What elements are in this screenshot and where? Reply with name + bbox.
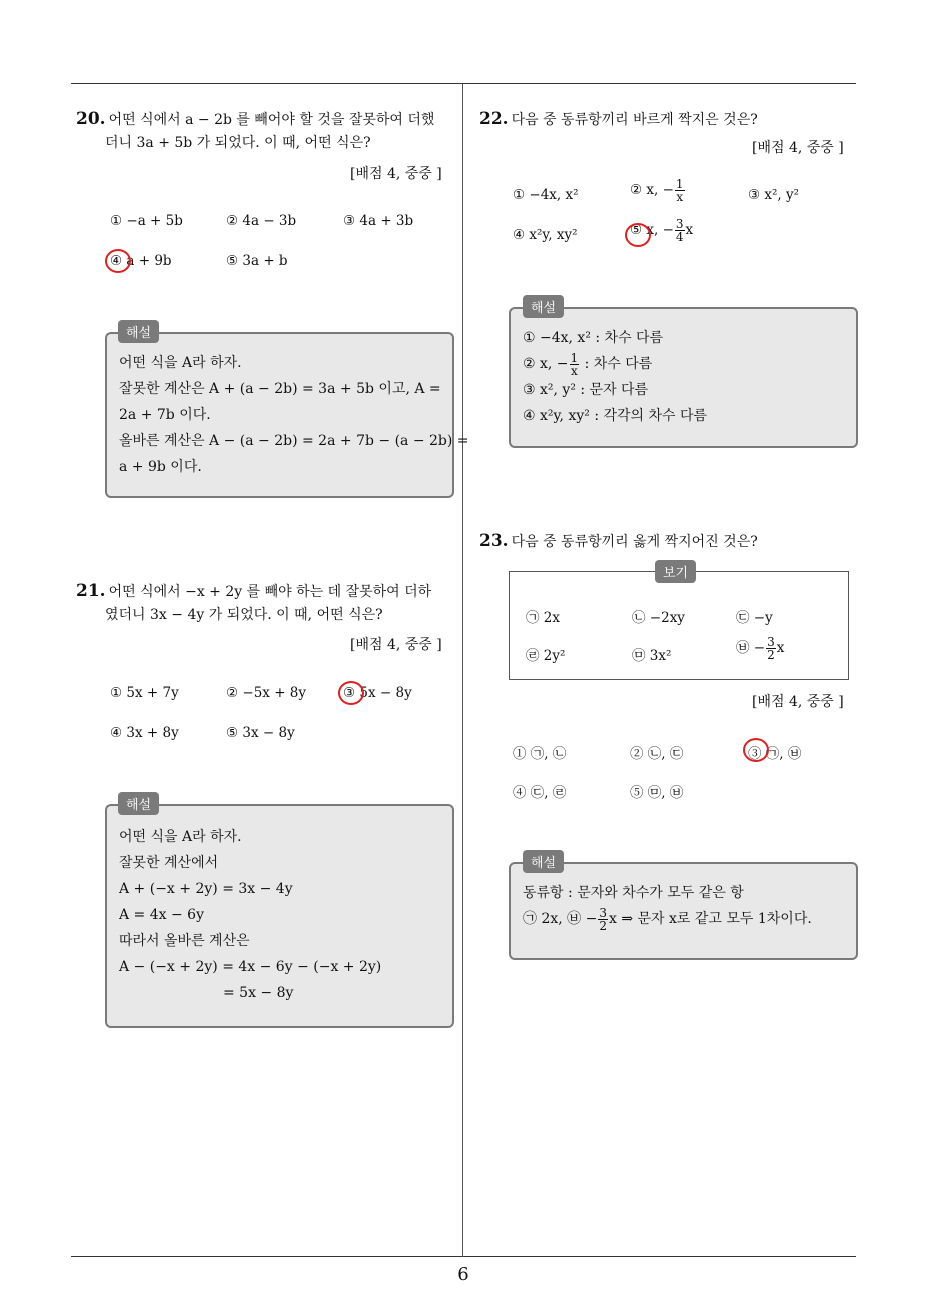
- solution-text: ㉠ 2x, ㉥ −: [523, 911, 598, 927]
- option-2[interactable]: [630, 178, 686, 203]
- option-5[interactable]: ⑤ 3x − 8y: [226, 725, 295, 741]
- fraction-denominator: 4: [675, 230, 684, 244]
- bogi-text: ㉥ −: [736, 640, 766, 656]
- bogi-item: ㉣ 2y²: [526, 648, 566, 664]
- solution-line: A = 4x − 6y: [119, 907, 204, 923]
- option-3[interactable]: ③ ㉠, ㉥: [748, 746, 802, 762]
- option-4[interactable]: ④ ㉢, ㉣: [513, 785, 567, 801]
- solution-line: [523, 906, 812, 932]
- solution-line: 올바른 계산은 A − (a − 2b) = 2a + 7b − (a − 2b) =: [119, 433, 469, 449]
- solution-box: [105, 332, 469, 498]
- fraction: [766, 636, 776, 661]
- option-3[interactable]: ③ 5x − 8y: [343, 685, 412, 701]
- question-number: 23.: [479, 531, 509, 551]
- option-1[interactable]: ① −a + 5b: [110, 213, 183, 229]
- question-23: [479, 530, 859, 554]
- solution-line: ④ x²y, xy² : 각각의 차수 다름: [523, 408, 708, 424]
- solution-line: 잘못한 계산에서: [119, 855, 219, 871]
- option-text: x: [685, 222, 694, 238]
- top-rule: [71, 83, 856, 84]
- solution-line: 잘못한 계산은 A + (a − 2b) = 3a + 5b 이고, A =: [119, 381, 441, 397]
- option-1[interactable]: ① −4x, x²: [513, 187, 579, 203]
- question-text: 다음 중 동류항끼리 바르게 짝지은 것은?: [511, 112, 758, 128]
- solution-line: a + 9b 이다.: [119, 459, 202, 475]
- solution-box: [509, 307, 858, 448]
- option-4[interactable]: ④ a + 9b: [110, 253, 172, 269]
- bogi-item: [736, 636, 784, 661]
- fraction-numerator: 1: [675, 177, 684, 191]
- option-4[interactable]: ④ x²y, xy²: [513, 227, 578, 243]
- option-1[interactable]: ① ㉠, ㉡: [513, 746, 567, 762]
- solution-line: ③ x², y² : 문자 다름: [523, 382, 649, 398]
- option-2[interactable]: ② 4a − 3b: [226, 213, 297, 229]
- question-text: 어떤 식에서 −x + 2y 를 빼야 하는 데 잘못하여 더하: [108, 584, 432, 600]
- question-20: [76, 108, 456, 155]
- question-22: [479, 108, 859, 132]
- fraction-denominator: 2: [767, 648, 775, 662]
- solution-line: = 5x − 8y: [223, 985, 294, 1001]
- bogi-item: ㉡ −2xy: [632, 610, 685, 626]
- answer-circle: [743, 738, 769, 762]
- fraction: [675, 218, 685, 243]
- bogi-tag: 보기: [655, 560, 696, 583]
- solution-line: 2a + 7b 이다.: [119, 407, 211, 423]
- question-21: [76, 580, 456, 627]
- bogi-item: ㉤ 3x²: [632, 648, 672, 664]
- question-number: 22.: [479, 109, 509, 129]
- solution-text: x ⇒ 문자 x로 같고 모두 1차이다.: [608, 911, 812, 927]
- solution-box: [509, 862, 858, 960]
- answer-circle: [105, 249, 131, 273]
- column-divider: [462, 84, 463, 1257]
- bogi-text: x: [776, 640, 785, 656]
- points-label: [배점 4, 중중 ]: [752, 694, 844, 710]
- solution-text: ② x, −: [523, 356, 569, 372]
- solution-tag: 해설: [118, 792, 159, 815]
- option-1[interactable]: ① 5x + 7y: [110, 685, 179, 701]
- solution-tag: 해설: [523, 295, 564, 318]
- fraction-numerator: 3: [599, 905, 607, 920]
- option-5[interactable]: ⑤ 3a + b: [226, 253, 288, 269]
- option-text: ⑤ x, −: [630, 222, 674, 238]
- option-2[interactable]: ② ㉡, ㉢: [630, 746, 684, 762]
- solution-line: ① −4x, x² : 차수 다름: [523, 330, 664, 346]
- bogi-item: ㉢ −y: [736, 610, 773, 626]
- fraction-numerator: 3: [675, 217, 684, 231]
- question-number: 20.: [76, 109, 106, 129]
- points-label: [배점 4, 중중 ]: [752, 140, 844, 156]
- solution-line: 동류항 : 문자와 차수가 모두 같은 항: [523, 885, 744, 901]
- solution-line: A + (−x + 2y) = 3x − 4y: [119, 881, 293, 897]
- option-3[interactable]: ③ 4a + 3b: [343, 213, 414, 229]
- option-5[interactable]: ⑤ ㉤, ㉥: [630, 785, 684, 801]
- fraction-numerator: 3: [767, 635, 775, 649]
- solution-line: 어떤 식을 A라 하자.: [119, 829, 242, 845]
- solution-line: [523, 351, 652, 377]
- fraction: [570, 352, 580, 377]
- fraction: [598, 907, 608, 932]
- bogi-box: [509, 571, 849, 680]
- solution-tag: 해설: [523, 850, 564, 873]
- option-4[interactable]: ④ 3x + 8y: [110, 725, 179, 741]
- fraction-denominator: x: [570, 363, 578, 378]
- solution-line: A − (−x + 2y) = 4x − 6y − (−x + 2y): [119, 959, 382, 975]
- option-3[interactable]: ③ x², y²: [748, 187, 800, 203]
- solution-tag: 해설: [118, 320, 159, 343]
- points-label: [배점 4, 중중 ]: [350, 166, 442, 182]
- fraction-denominator: x: [676, 190, 684, 204]
- solution-box: [105, 804, 454, 1028]
- fraction: [675, 178, 685, 203]
- page-number: 6: [457, 1264, 469, 1285]
- question-text: 였더니 3x − 4y 가 되었다. 이 때, 어떤 식은?: [105, 607, 383, 623]
- question-text: 어떤 식에서 a − 2b 를 빼어야 할 것을 잘못하여 더했: [108, 112, 435, 128]
- question-number: 21.: [76, 581, 106, 601]
- question-text: 더니 3a + 5b 가 되었다. 이 때, 어떤 식은?: [105, 135, 371, 151]
- bogi-item: ㉠ 2x: [526, 610, 560, 626]
- solution-line: 어떤 식을 A라 하자.: [119, 355, 242, 371]
- question-text: 다음 중 동류항끼리 옳게 짝지어진 것은?: [511, 534, 758, 550]
- solution-text: : 차수 다름: [580, 356, 653, 372]
- bottom-rule: [71, 1256, 856, 1257]
- option-2[interactable]: ② −5x + 8y: [226, 685, 307, 701]
- answer-circle: [625, 223, 651, 247]
- answer-circle: [338, 681, 364, 705]
- option-text: ② x, −: [630, 182, 674, 198]
- fraction-numerator: 1: [570, 350, 579, 365]
- points-label: [배점 4, 중중 ]: [350, 637, 442, 653]
- solution-line: 따라서 올바른 계산은: [119, 933, 250, 949]
- fraction-denominator: 2: [599, 918, 607, 933]
